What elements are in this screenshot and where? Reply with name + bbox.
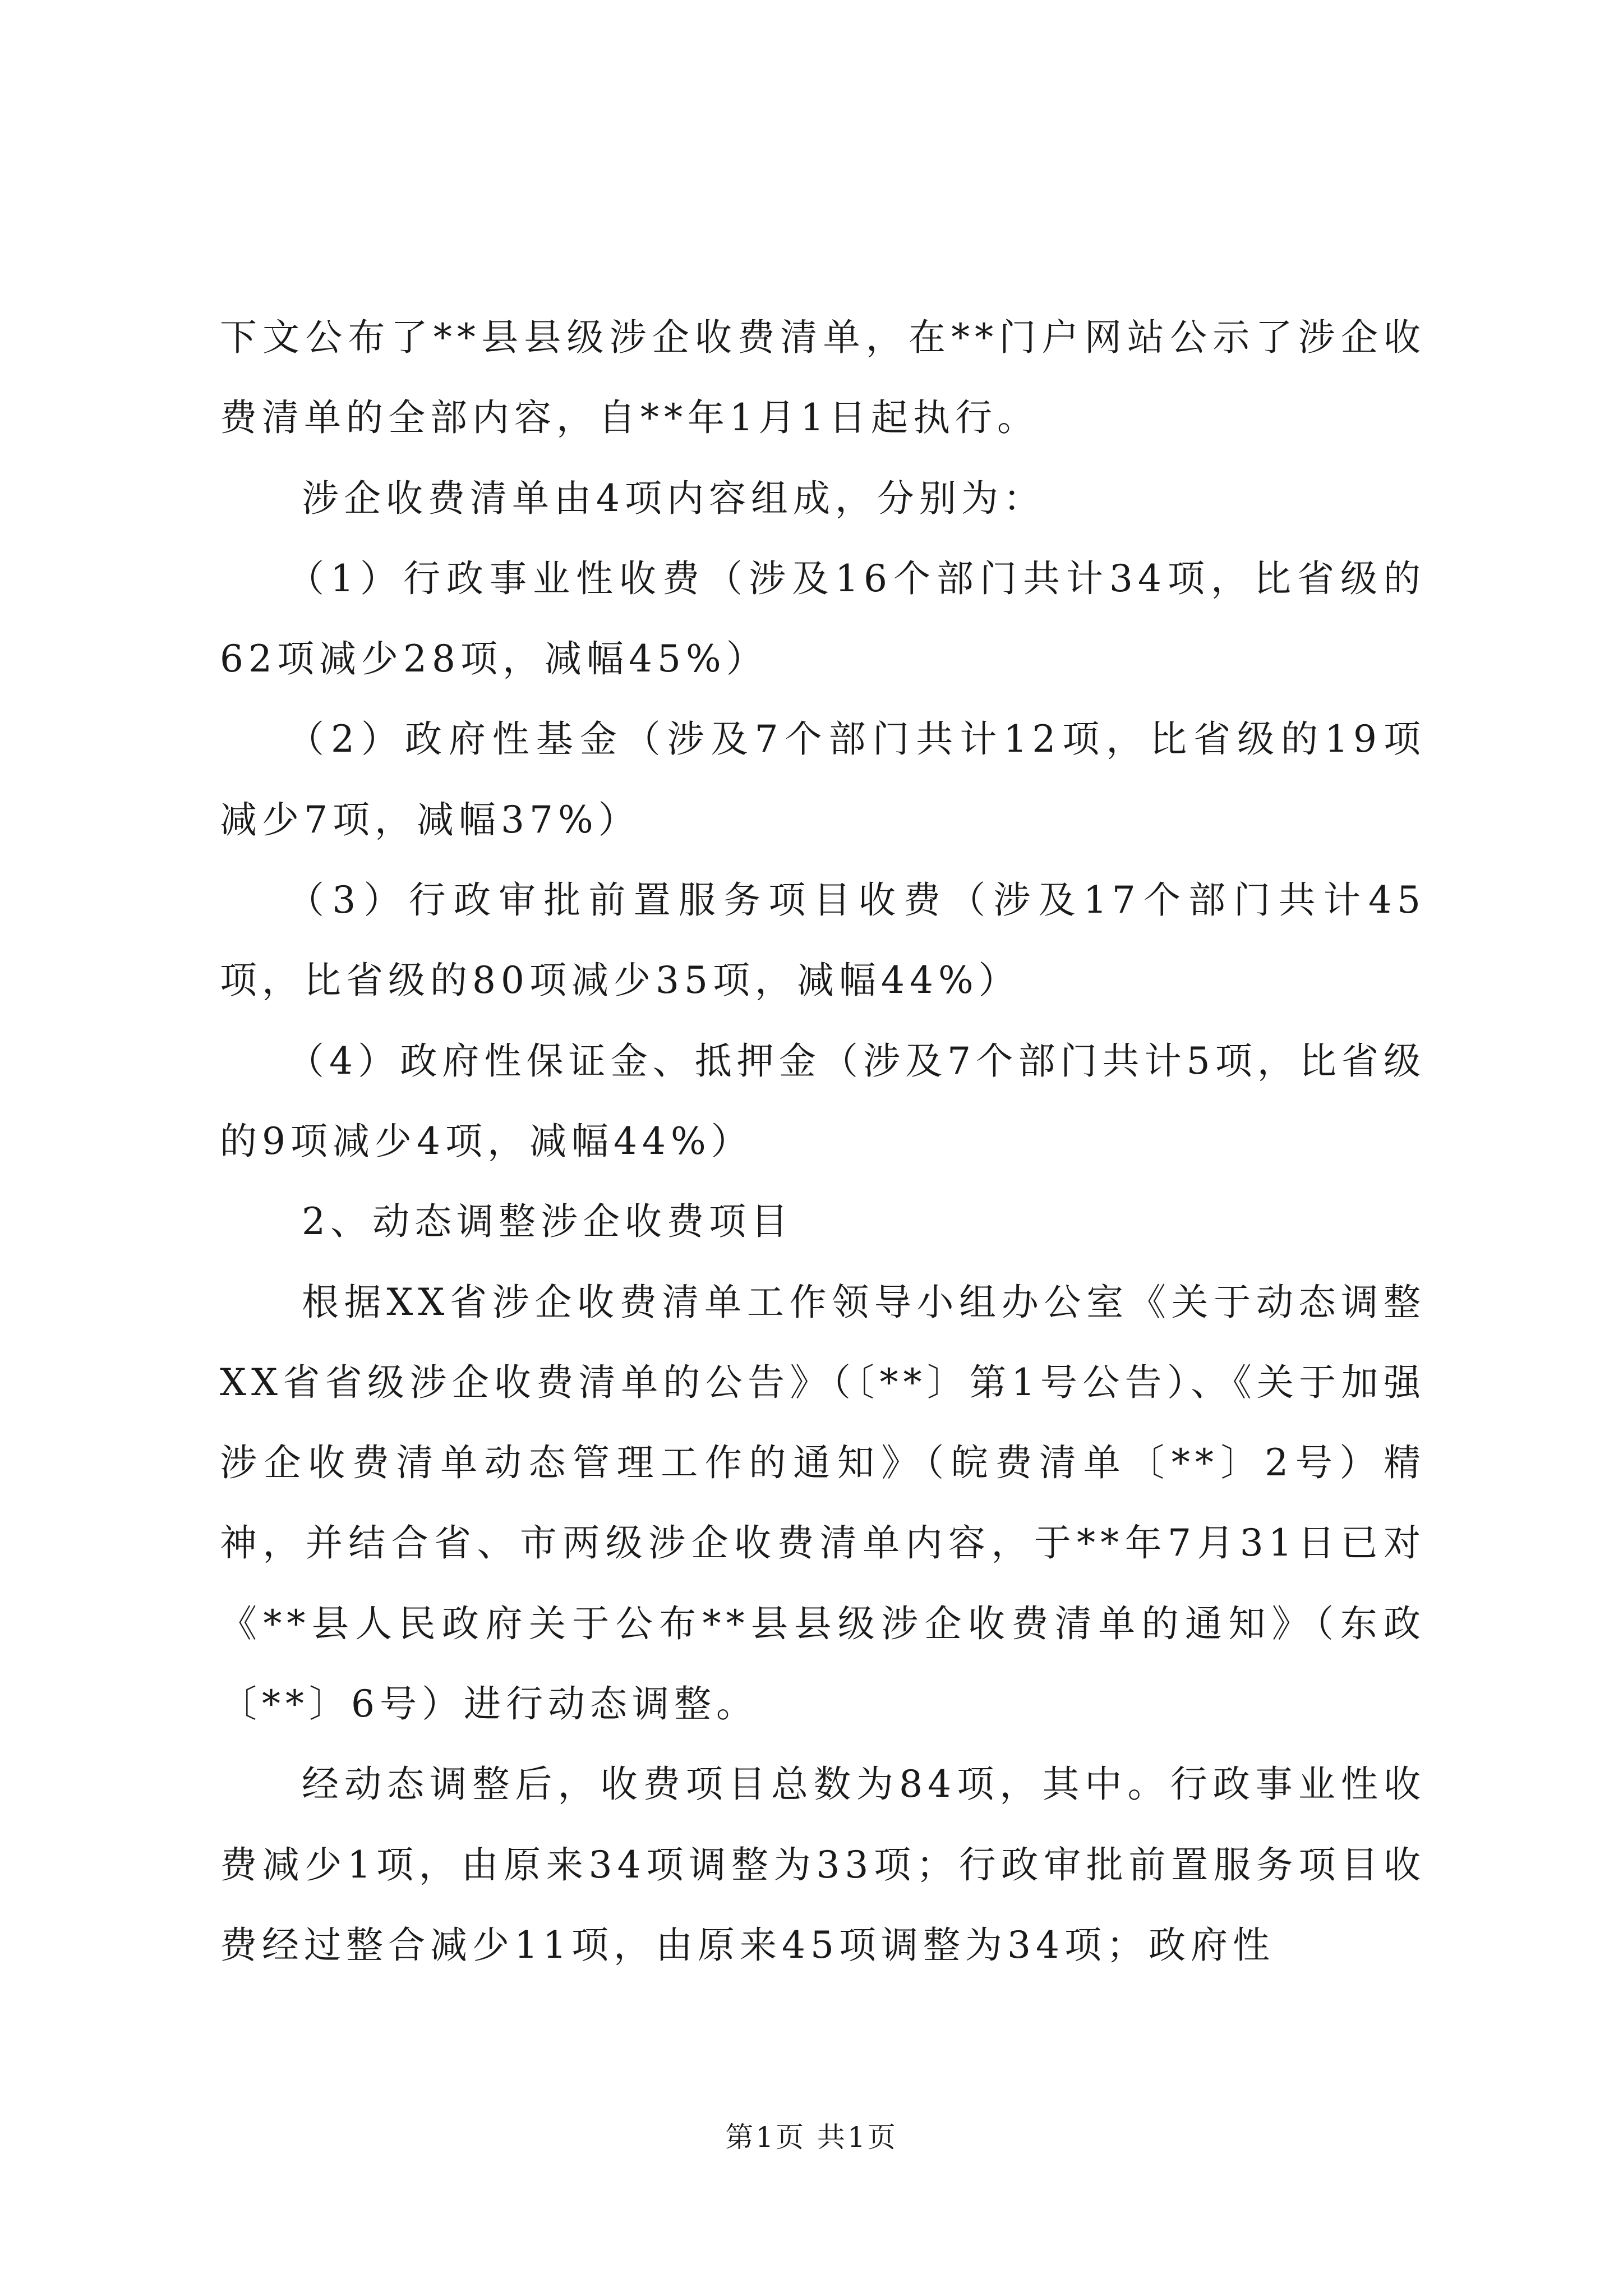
paragraph-after-adjustment: 经动态调整后，收费项目总数为84项，其中。行政事业性收费减少1项，由原来34项调整为33项；行政审批前置服务项目收费经过整合减少11项，由原来45项调整为34项；政府性 <box>220 1763 1426 1967</box>
paragraph-item-1: （1）行政事业性收费（涉及16个部门共计34项，比省级的62项减少28项，减幅45%） <box>220 556 1426 681</box>
paragraph-basis: 根据XX省涉企收费清单工作领导小组办公室《关于动态调整XX省省级涉企收费清单的公告》（〔**〕第1号公告）、《关于加强涉企收费清单动态管理工作的通知》（皖费清单〔**〕2号）精神，并结合省、市两级涉企收费清单内容，于**年7月31日已对《**县人民政府关于公布**县县级涉企收费清单的通知》（东政〔**〕6号）进行动态调整。 <box>220 1280 1426 1726</box>
section-heading-dynamic-adjustment: 2、动态调整涉企收费项目 <box>302 1200 793 1244</box>
paragraph-item-4: （4）政府性保证金、抵押金（涉及7个部门共计5项，比省级的9项减少4项，减幅44%） <box>220 1039 1426 1163</box>
paragraph-list-intro: 涉企收费清单由4项内容组成，分别为： <box>302 476 1045 520</box>
paragraph-item-3: （3）行政审批前置服务项目收费（涉及17个部门共计45项，比省级的80项减少35项，减幅44%） <box>220 878 1426 1002</box>
page-number-footer: 第1页 共1页 <box>725 2121 898 2154</box>
paragraph-intro-continued: 下文公布了**县县级涉企收费清单，在**门户网站公示了涉企收费清单的全部内容，自**年1月1日起执行。 <box>220 316 1426 440</box>
paragraph-item-2: （2）政府性基金（涉及7个部门共计12项，比省级的19项减少7项，减幅37%） <box>220 717 1426 841</box>
document-body <box>220 297 1426 1985</box>
